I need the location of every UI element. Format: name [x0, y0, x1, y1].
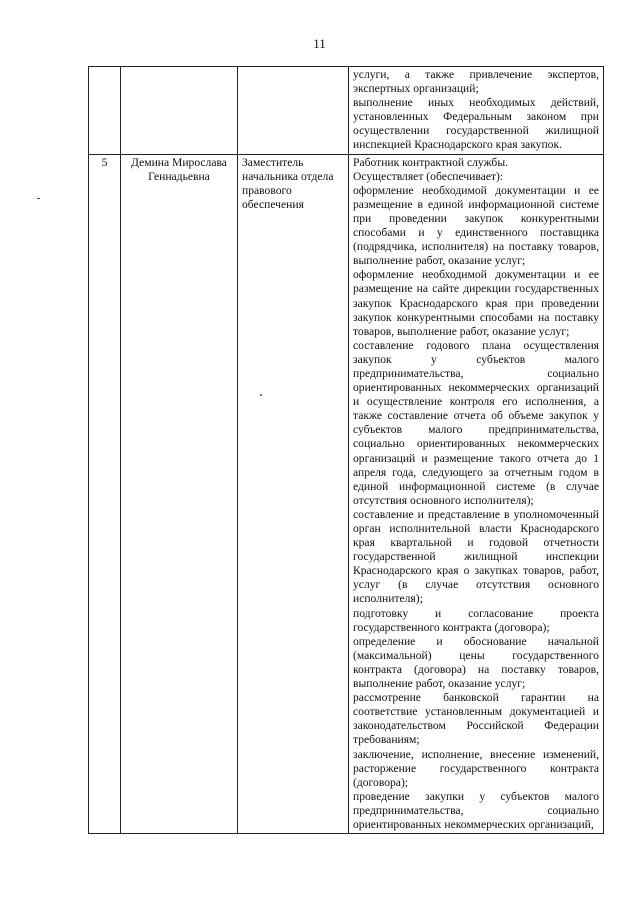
duty-item: определение и обоснование начальной (максимальной) цены государственного контракта (договора) на поставку товаров, выполнение работ, оказание услуг; — [353, 634, 599, 691]
employee-position: Заместитель начальника отдела правового обеспечения — [238, 154, 349, 834]
duty-item: оформление необходимой документации и ее размещение на сайте дирекции государственных закупок Краснодарского края при проведении закупок конкурентными способами на поставку товаров, выполнение работ, оказание услуг; — [353, 268, 599, 338]
duty-item: услуги, а также привлечение экспертов, экспертных организаций; — [353, 68, 599, 96]
duty-item: оформление необходимой документации и ее размещение в единой информационной системе при проведении закупок конкурентными способами и у единственного поставщика (подрядчика, исполнителя) на поставку товаров, выполнение работ, оказание услуг; — [353, 183, 599, 268]
row-number: 5 — [89, 154, 121, 834]
duty-item: заключение, исполнение, внесение изменений, расторжение государственного контракта (договора); — [353, 747, 599, 789]
duty-item: составление и представление в уполномоченный орган исполнительной власти Краснодарского края квартальной и годовой отчетности государственной жилищной инспекции Краснодарского края о закупках товаров, работ, услуг (в случае отсутствия основного исполнителя); — [353, 507, 599, 606]
duty-item: выполнение иных необходимых действий, установленных Федеральным законом при осуществлении государственной жилищной инспекцией Краснодарского края закупок. — [353, 96, 599, 152]
duties-cell — [349, 67, 604, 155]
duty-item: составление годового плана осуществления закупок у субъектов малого предпринимательства, социально ориентированных некоммерческих организаций и осуществление контроля его исполнения, а также составление отчета об объеме закупок у субъектов малого предпринимательства, социально ориентированных некоммерческих организаций и размещение такого отчета до 1 апреля года, следующего за отчетным годом в единой информационной системе (в случае отсутствия основного исполнителя); — [353, 338, 599, 507]
row-number — [89, 67, 121, 155]
duty-item: Работник контрактной службы. — [353, 155, 509, 169]
table-row — [89, 154, 604, 834]
duty-item: проведение закупки у субъектов малого предпринимательства, социально ориентированных некоммерческих организаций, — [353, 789, 599, 831]
employee-name: Демина Мирослава Геннадьевна — [121, 154, 238, 834]
duty-item: Осуществляет (обеспечивает): — [353, 169, 504, 183]
table-row — [89, 67, 604, 155]
duty-item: рассмотрение банковской гарантии на соответствие установленным документацией и законодательством Российской Федерации требованиям; — [353, 691, 599, 747]
staff-table — [88, 66, 604, 834]
employee-position — [238, 67, 349, 155]
employee-name — [121, 67, 238, 155]
duty-item: подготовку и согласование проекта государственного контракта (договора); — [353, 606, 599, 634]
scan-speck — [260, 394, 262, 396]
duties-cell — [349, 154, 604, 834]
scan-speck — [37, 198, 40, 199]
page-number: 11 — [313, 36, 326, 51]
